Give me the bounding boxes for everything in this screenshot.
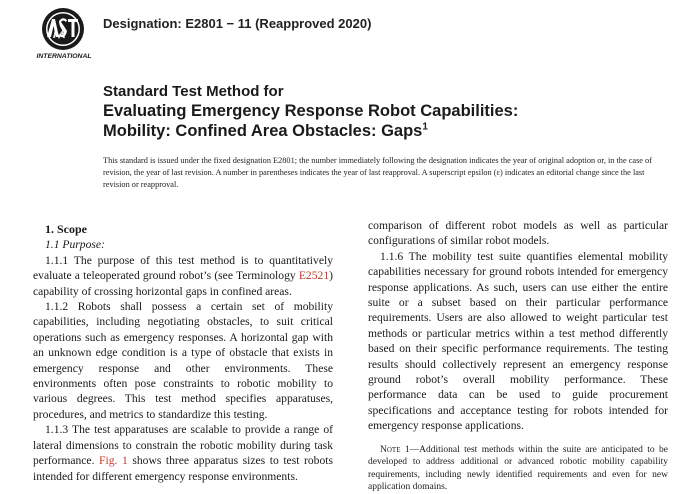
note-1	[368, 444, 668, 494]
paragraph-1-1-6: 1.1.6 The mobility test suite quantifies elemental mobility capabilities necessary for ground robots intended for emergency response applications. As such, users can use either the entire suite or a subset based on their particular performance requirements. Users are also allowed to weight particular test methods or particular metrics within a test method differently based on their specific performance requirements. The testing results should collectively represent an emergency response ground robot’s overall mobility performance. These performance data can be used to guide procurement specifications and acceptance testing for robots intended for emergency response applications.	[368, 249, 668, 433]
issue-note: This standard is issued under the fixed designation E2801; the number immediately following the designation indicates the year of original adoption or, in the case of revision, the year of last revision. A number in parentheses indicates the year of last reapproval. A superscript epsilon (ε) indicates an editorial change since the last revision or reapproval.	[103, 156, 652, 189]
astm-logo	[33, 7, 97, 62]
title-line-3	[103, 121, 663, 141]
p111-text-b: ) capability of crossing horizontal gaps in confined areas.	[33, 269, 333, 298]
paragraph-continuation: comparison of different robot models as well as particular configurations of similar robot models.	[368, 219, 668, 248]
title-line-2: Evaluating Emergency Response Robot Capabilities:	[103, 102, 519, 120]
paragraph-1-1-2: 1.1.2 Robots shall possess a certain set of mobility capabilities, including negotiating obstacles, to suit critical operations such as emergency responses. A horizontal gap with an unknown edge condition is a type of obstacle that exists in emergency response and other environments. These environments often pose constraints to robotic mobility to various degrees. This test method specifies apparatuses, procedures, and metrics to standardize this testing.	[33, 300, 333, 421]
p113-text-b: shows three apparatus sizes to test robots intended for different emergency response environments.	[33, 454, 333, 483]
section-heading-scope: 1. Scope	[45, 222, 87, 236]
title-line-1: Standard Test Method for	[103, 83, 284, 100]
purpose-label: 1.1 Purpose:	[45, 238, 105, 252]
paragraph-purpose	[33, 237, 333, 252]
p111-text-a: 1.1.1 The purpose of this test method is to quantitatively evaluate a teleoperated ground robot’s (see Terminology	[33, 253, 333, 283]
fig-1-link[interactable]: Fig. 1	[99, 454, 128, 468]
note-label: Note 1	[380, 444, 410, 455]
title-footnote-marker[interactable]: 1	[422, 121, 428, 133]
right-column	[368, 218, 668, 494]
p113-text-a: 1.1.3 The test apparatuses are scalable to provide a range of lateral dimensions to constrain the robotic mobility during task performance.	[33, 423, 333, 468]
e2521-link[interactable]: E2521	[298, 269, 330, 283]
paragraph-1-1-3	[33, 422, 333, 484]
designation: Designation: E2801 − 11 (Reapproved 2020)	[103, 16, 372, 31]
paragraph-1-1-1	[33, 253, 333, 299]
logo-caption: INTERNATIONAL	[36, 53, 92, 60]
document-title	[103, 83, 663, 141]
left-column	[33, 222, 333, 484]
note-text: —Additional test methods within the suite are anticipated to be developed to address additional or advanced robotic mobility capability requirements, including newly identified requirements and even for new application domains.	[368, 444, 668, 493]
title-line-3-text: Mobility: Confined Area Obstacles: Gaps	[103, 122, 423, 140]
